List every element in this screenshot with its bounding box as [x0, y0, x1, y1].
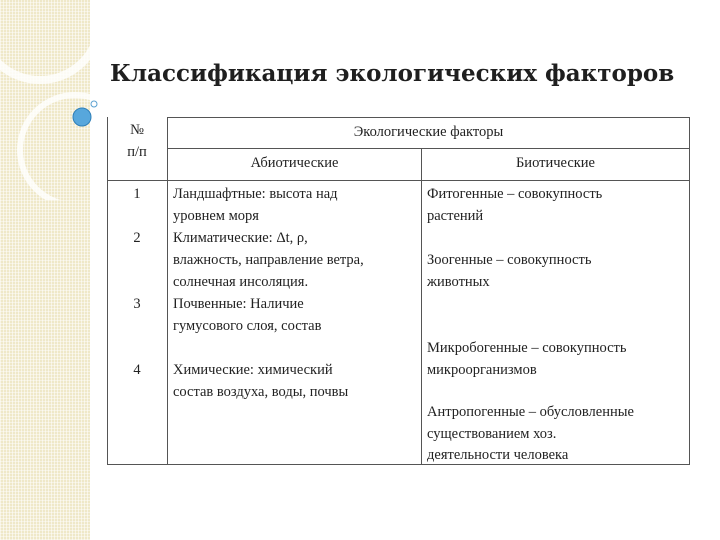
biotic-line: существованием хоз. — [427, 426, 557, 442]
biotic-line: деятельности человека — [427, 447, 569, 463]
header-row-number: п/п — [127, 144, 147, 160]
abiotic-line: уровнем моря — [173, 208, 259, 224]
abiotic-line: Ландшафтные: высота над — [173, 186, 338, 202]
header-biotic: Биотические — [515, 155, 595, 171]
biotic-line: микроорганизмов — [427, 362, 537, 378]
header-ecological-factors: Экологические факторы — [353, 124, 504, 140]
abiotic-line: состав воздуха, воды, почвы — [173, 384, 349, 400]
biotic-line: Антропогенные – обусловленные — [427, 404, 634, 420]
biotic-line: Зоогенные – совокупность — [427, 252, 592, 268]
row-number-2: 2 — [133, 230, 141, 246]
row-number-4: 4 — [133, 362, 141, 378]
biotic-line: Фитогенные – совокупность — [427, 186, 603, 202]
biotic-line: животных — [427, 274, 490, 290]
row-number-1: 1 — [133, 186, 141, 202]
header-number-sign: № — [130, 122, 144, 138]
abiotic-line: Климатические: Δt, ρ, — [173, 230, 308, 246]
abiotic-line: солнечная инсоляция. — [173, 274, 309, 290]
row-number-3: 3 — [133, 296, 141, 312]
header-abiotic: Абиотические — [250, 155, 339, 171]
biotic-line: растений — [427, 208, 484, 224]
abiotic-line: Почвенные: Наличие — [173, 296, 304, 312]
biotic-line: Микробогенные – совокупность — [427, 340, 627, 356]
abiotic-line: влажность, направление ветра, — [173, 252, 364, 268]
abiotic-line: гумусового слоя, состав — [173, 318, 322, 334]
abiotic-line: Химические: химический — [173, 362, 333, 378]
factors-table — [107, 117, 690, 465]
slide-title: Классификация экологических факторов — [110, 60, 675, 87]
